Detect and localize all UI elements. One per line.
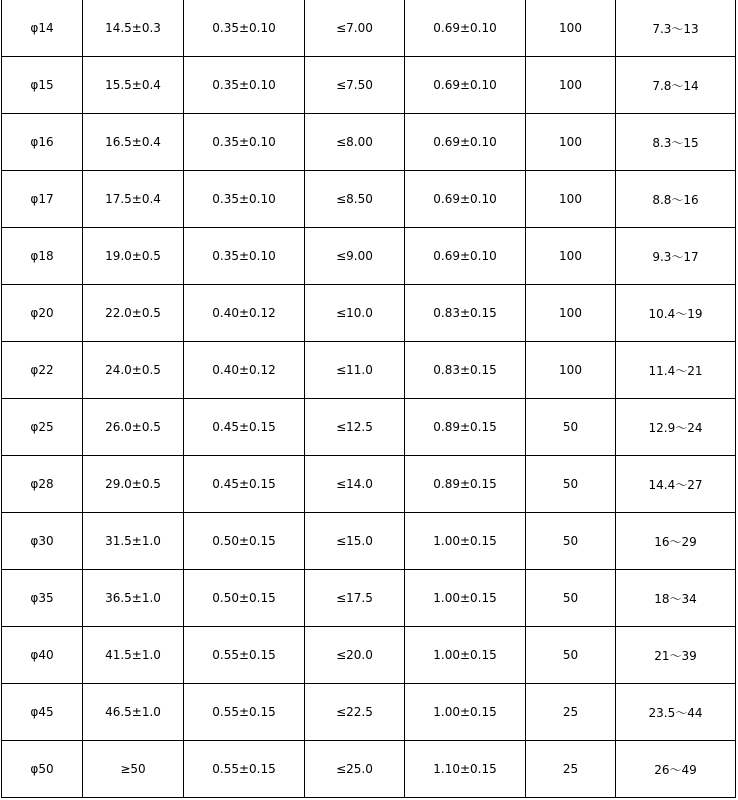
range-cell: 18～34: [616, 570, 736, 627]
outer-diameter-cell: 29.0±0.5: [83, 456, 184, 513]
weight-cell: 0.69±0.10: [405, 0, 526, 57]
size-cell: φ45: [2, 684, 83, 741]
pack-qty-cell: 100: [526, 171, 616, 228]
range-cell: 7.3～13: [616, 0, 736, 57]
size-cell: φ35: [2, 570, 83, 627]
range-cell: 7.8～14: [616, 57, 736, 114]
value-cell: ≤10.0: [305, 285, 405, 342]
weight-cell: 0.89±0.15: [405, 456, 526, 513]
range-cell: 8.8～16: [616, 171, 736, 228]
range-cell: 9.3～17: [616, 228, 736, 285]
thickness-cell: 0.35±0.10: [184, 171, 305, 228]
thickness-cell: 0.40±0.12: [184, 342, 305, 399]
size-cell: φ16: [2, 114, 83, 171]
size-cell: φ20: [2, 285, 83, 342]
weight-cell: 0.83±0.15: [405, 342, 526, 399]
value-cell: ≤7.00: [305, 0, 405, 57]
value-cell: ≤8.00: [305, 114, 405, 171]
value-cell: ≤15.0: [305, 513, 405, 570]
table-row: [2, 741, 736, 798]
outer-diameter-cell: 36.5±1.0: [83, 570, 184, 627]
table-row: [2, 171, 736, 228]
range-cell: 14.4～27: [616, 456, 736, 513]
range-cell: 23.5～44: [616, 684, 736, 741]
thickness-cell: 0.50±0.15: [184, 513, 305, 570]
spec-table: [1, 0, 736, 798]
outer-diameter-cell: 14.5±0.3: [83, 0, 184, 57]
pack-qty-cell: 50: [526, 570, 616, 627]
table-row: [2, 684, 736, 741]
table-row: [2, 57, 736, 114]
outer-diameter-cell: 31.5±1.0: [83, 513, 184, 570]
table-row: [2, 627, 736, 684]
outer-diameter-cell: 15.5±0.4: [83, 57, 184, 114]
thickness-cell: 0.55±0.15: [184, 627, 305, 684]
weight-cell: 1.10±0.15: [405, 741, 526, 798]
value-cell: ≤12.5: [305, 399, 405, 456]
outer-diameter-cell: 17.5±0.4: [83, 171, 184, 228]
pack-qty-cell: 50: [526, 627, 616, 684]
size-cell: φ40: [2, 627, 83, 684]
pack-qty-cell: 100: [526, 57, 616, 114]
range-cell: 16～29: [616, 513, 736, 570]
size-cell: φ17: [2, 171, 83, 228]
thickness-cell: 0.35±0.10: [184, 114, 305, 171]
pack-qty-cell: 50: [526, 456, 616, 513]
weight-cell: 0.69±0.10: [405, 228, 526, 285]
range-cell: 10.4～19: [616, 285, 736, 342]
thickness-cell: 0.45±0.15: [184, 456, 305, 513]
outer-diameter-cell: ≥50: [83, 741, 184, 798]
outer-diameter-cell: 41.5±1.0: [83, 627, 184, 684]
table-row: [2, 285, 736, 342]
size-cell: φ15: [2, 57, 83, 114]
outer-diameter-cell: 26.0±0.5: [83, 399, 184, 456]
outer-diameter-cell: 22.0±0.5: [83, 285, 184, 342]
table-body: [2, 0, 736, 798]
weight-cell: 0.89±0.15: [405, 399, 526, 456]
range-cell: 26～49: [616, 741, 736, 798]
pack-qty-cell: 100: [526, 342, 616, 399]
pack-qty-cell: 100: [526, 0, 616, 57]
table-row: [2, 399, 736, 456]
outer-diameter-cell: 46.5±1.0: [83, 684, 184, 741]
outer-diameter-cell: 19.0±0.5: [83, 228, 184, 285]
thickness-cell: 0.35±0.10: [184, 57, 305, 114]
table-row: [2, 570, 736, 627]
value-cell: ≤25.0: [305, 741, 405, 798]
value-cell: ≤22.5: [305, 684, 405, 741]
table-row: [2, 228, 736, 285]
thickness-cell: 0.35±0.10: [184, 0, 305, 57]
value-cell: ≤9.00: [305, 228, 405, 285]
pack-qty-cell: 100: [526, 228, 616, 285]
range-cell: 21～39: [616, 627, 736, 684]
value-cell: ≤14.0: [305, 456, 405, 513]
outer-diameter-cell: 24.0±0.5: [83, 342, 184, 399]
weight-cell: 1.00±0.15: [405, 570, 526, 627]
value-cell: ≤17.5: [305, 570, 405, 627]
size-cell: φ50: [2, 741, 83, 798]
size-cell: φ30: [2, 513, 83, 570]
value-cell: ≤11.0: [305, 342, 405, 399]
weight-cell: 0.83±0.15: [405, 285, 526, 342]
weight-cell: 1.00±0.15: [405, 513, 526, 570]
thickness-cell: 0.55±0.15: [184, 741, 305, 798]
pack-qty-cell: 25: [526, 684, 616, 741]
size-cell: φ25: [2, 399, 83, 456]
table-row: [2, 456, 736, 513]
thickness-cell: 0.50±0.15: [184, 570, 305, 627]
thickness-cell: 0.45±0.15: [184, 399, 305, 456]
value-cell: ≤20.0: [305, 627, 405, 684]
pack-qty-cell: 50: [526, 513, 616, 570]
table-row: [2, 513, 736, 570]
size-cell: φ14: [2, 0, 83, 57]
size-cell: φ28: [2, 456, 83, 513]
weight-cell: 1.00±0.15: [405, 684, 526, 741]
pack-qty-cell: 25: [526, 741, 616, 798]
pack-qty-cell: 50: [526, 399, 616, 456]
weight-cell: 1.00±0.15: [405, 627, 526, 684]
range-cell: 12.9～24: [616, 399, 736, 456]
size-cell: φ18: [2, 228, 83, 285]
size-cell: φ22: [2, 342, 83, 399]
table-row: [2, 0, 736, 57]
value-cell: ≤7.50: [305, 57, 405, 114]
weight-cell: 0.69±0.10: [405, 171, 526, 228]
range-cell: 11.4～21: [616, 342, 736, 399]
thickness-cell: 0.55±0.15: [184, 684, 305, 741]
pack-qty-cell: 100: [526, 114, 616, 171]
range-cell: 8.3～15: [616, 114, 736, 171]
thickness-cell: 0.40±0.12: [184, 285, 305, 342]
weight-cell: 0.69±0.10: [405, 114, 526, 171]
outer-diameter-cell: 16.5±0.4: [83, 114, 184, 171]
pack-qty-cell: 100: [526, 285, 616, 342]
value-cell: ≤8.50: [305, 171, 405, 228]
weight-cell: 0.69±0.10: [405, 57, 526, 114]
thickness-cell: 0.35±0.10: [184, 228, 305, 285]
table-row: [2, 342, 736, 399]
table-row: [2, 114, 736, 171]
